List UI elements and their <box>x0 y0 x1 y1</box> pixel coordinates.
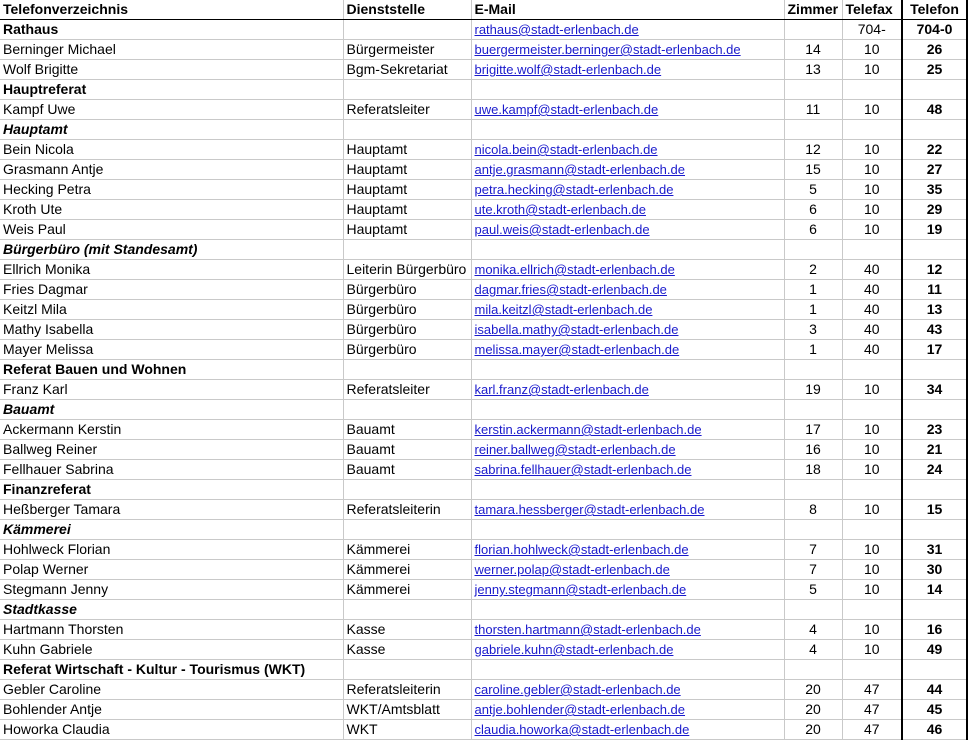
email-link[interactable]: thorsten.hartmann@stadt-erlenbach.de <box>474 622 701 637</box>
person-name-cell[interactable]: Polap Werner <box>0 560 343 580</box>
section-row <box>0 240 967 260</box>
table-row <box>0 180 967 200</box>
phone-cell[interactable]: 15 <box>902 500 967 520</box>
department-cell[interactable]: Referatsleiterin <box>343 680 471 700</box>
phone-cell[interactable]: 22 <box>902 140 967 160</box>
phone-cell[interactable]: 17 <box>902 340 967 360</box>
email-cell[interactable] <box>471 420 784 440</box>
fax-cell[interactable]: 40 <box>842 340 902 360</box>
email-link[interactable]: antje.bohlender@stadt-erlenbach.de <box>474 702 686 717</box>
section-title[interactable]: Finanzreferat <box>0 480 343 500</box>
person-name-cell[interactable]: Kroth Ute <box>0 200 343 220</box>
room-cell[interactable]: 1 <box>784 300 842 320</box>
email-link[interactable]: tamara.hessberger@stadt-erlenbach.de <box>474 502 705 517</box>
table-row <box>0 620 967 640</box>
fax-cell[interactable]: 10 <box>842 40 902 60</box>
person-name-cell[interactable]: Howorka Claudia <box>0 720 343 740</box>
table-row <box>0 260 967 280</box>
email-cell[interactable] <box>471 100 784 120</box>
phone-cell[interactable]: 11 <box>902 280 967 300</box>
phone-cell[interactable]: 14 <box>902 580 967 600</box>
fax-cell[interactable]: 10 <box>842 180 902 200</box>
phone-cell[interactable]: 34 <box>902 380 967 400</box>
phone-cell[interactable]: 24 <box>902 460 967 480</box>
fax-cell[interactable]: 47 <box>842 680 902 700</box>
fax-cell[interactable] <box>842 240 902 260</box>
email-cell[interactable] <box>471 720 784 740</box>
department-cell[interactable]: Kasse <box>343 640 471 660</box>
section-title[interactable]: Referat Bauen und Wohnen <box>0 360 343 380</box>
person-name-cell[interactable]: Mayer Melissa <box>0 340 343 360</box>
phone-cell[interactable]: 31 <box>902 540 967 560</box>
table-row <box>0 100 967 120</box>
section-title[interactable]: Referat Wirtschaft - Kultur - Tourismus (WKT) <box>0 660 343 680</box>
room-cell[interactable] <box>784 400 842 420</box>
fax-cell[interactable]: 10 <box>842 140 902 160</box>
table-row <box>0 200 967 220</box>
room-cell[interactable]: 5 <box>784 180 842 200</box>
phone-cell[interactable]: 25 <box>902 60 967 80</box>
email-cell[interactable] <box>471 80 784 100</box>
email-link[interactable]: jenny.stegmann@stadt-erlenbach.de <box>474 582 687 597</box>
person-name-cell[interactable]: Keitzl Mila <box>0 300 343 320</box>
person-name-cell[interactable]: Kampf Uwe <box>0 100 343 120</box>
fax-cell[interactable]: 40 <box>842 300 902 320</box>
room-cell[interactable] <box>784 120 842 140</box>
table-row <box>0 280 967 300</box>
room-cell[interactable] <box>784 240 842 260</box>
section-title[interactable]: Hauptreferat <box>0 80 343 100</box>
phone-cell[interactable]: 26 <box>902 40 967 60</box>
person-name-cell[interactable]: Fries Dagmar <box>0 280 343 300</box>
person-name-cell[interactable]: Grasmann Antje <box>0 160 343 180</box>
room-cell[interactable]: 12 <box>784 140 842 160</box>
phone-cell[interactable]: 45 <box>902 700 967 720</box>
email-link[interactable]: karl.franz@stadt-erlenbach.de <box>474 382 649 397</box>
room-cell[interactable]: 4 <box>784 620 842 640</box>
email-link[interactable]: sabrina.fellhauer@stadt-erlenbach.de <box>474 462 692 477</box>
email-cell[interactable] <box>471 640 784 660</box>
person-name-cell[interactable]: Hecking Petra <box>0 180 343 200</box>
table-row <box>0 580 967 600</box>
room-cell[interactable] <box>784 520 842 540</box>
email-link[interactable]: dagmar.fries@stadt-erlenbach.de <box>474 282 667 297</box>
person-name-cell[interactable]: Hohlweck Florian <box>0 540 343 560</box>
table-row <box>0 560 967 580</box>
room-cell[interactable] <box>784 80 842 100</box>
person-name-cell[interactable]: Kuhn Gabriele <box>0 640 343 660</box>
section-title[interactable]: Hauptamt <box>0 120 343 140</box>
email-link[interactable]: nicola.bein@stadt-erlenbach.de <box>474 142 658 157</box>
email-link[interactable]: mila.keitzl@stadt-erlenbach.de <box>474 302 653 317</box>
table-row <box>0 720 967 740</box>
department-cell[interactable]: Hauptamt <box>343 140 471 160</box>
email-link[interactable]: claudia.howorka@stadt-erlenbach.de <box>474 722 690 737</box>
email-link[interactable]: florian.hohlweck@stadt-erlenbach.de <box>474 542 689 557</box>
fax-cell[interactable]: 10 <box>842 420 902 440</box>
email-cell[interactable] <box>471 660 784 680</box>
phone-cell[interactable]: 48 <box>902 100 967 120</box>
department-cell[interactable] <box>343 120 471 140</box>
email-cell[interactable] <box>471 180 784 200</box>
phone-cell[interactable]: 43 <box>902 320 967 340</box>
department-cell[interactable]: Referatsleiterin <box>343 500 471 520</box>
email-link[interactable]: monika.ellrich@stadt-erlenbach.de <box>474 262 675 277</box>
phone-cell[interactable]: 44 <box>902 680 967 700</box>
department-cell[interactable]: Hauptamt <box>343 160 471 180</box>
section-row <box>0 120 967 140</box>
room-cell[interactable]: 6 <box>784 200 842 220</box>
room-cell[interactable]: 20 <box>784 720 842 740</box>
table-row <box>0 640 967 660</box>
email-cell[interactable] <box>471 360 784 380</box>
fax-cell[interactable]: 10 <box>842 160 902 180</box>
section-row <box>0 660 967 680</box>
section-row <box>0 520 967 540</box>
table-row <box>0 340 967 360</box>
department-cell[interactable]: WKT/Amtsblatt <box>343 700 471 720</box>
department-cell[interactable]: Bauamt <box>343 420 471 440</box>
department-cell[interactable] <box>343 80 471 100</box>
section-title[interactable]: Kämmerei <box>0 520 343 540</box>
department-cell[interactable]: Hauptamt <box>343 220 471 240</box>
department-cell[interactable]: Kämmerei <box>343 560 471 580</box>
fax-cell[interactable]: 10 <box>842 380 902 400</box>
department-cell[interactable] <box>343 520 471 540</box>
email-link[interactable]: antje.grasmann@stadt-erlenbach.de <box>474 162 685 177</box>
section-row <box>0 80 967 100</box>
room-cell[interactable]: 2 <box>784 260 842 280</box>
email-link[interactable]: werner.polap@stadt-erlenbach.de <box>474 562 670 577</box>
email-cell[interactable] <box>471 460 784 480</box>
table-row <box>0 60 967 80</box>
fax-cell[interactable] <box>842 120 902 140</box>
phone-cell[interactable]: 16 <box>902 620 967 640</box>
fax-cell[interactable]: 47 <box>842 700 902 720</box>
phone-cell[interactable]: 49 <box>902 640 967 660</box>
table-row <box>0 460 967 480</box>
department-cell[interactable]: Leiterin Bürgerbüro <box>343 260 471 280</box>
fax-cell[interactable]: 10 <box>842 440 902 460</box>
room-cell[interactable]: 3 <box>784 320 842 340</box>
header-row <box>0 0 967 20</box>
department-cell[interactable] <box>343 20 471 40</box>
fax-cell[interactable]: 10 <box>842 560 902 580</box>
header-phone[interactable]: Telefon <box>902 0 967 20</box>
email-cell[interactable] <box>471 680 784 700</box>
phone-cell[interactable]: 46 <box>902 720 967 740</box>
table-row <box>0 380 967 400</box>
fax-cell[interactable] <box>842 400 902 420</box>
email-link[interactable]: petra.hecking@stadt-erlenbach.de <box>474 182 674 197</box>
section-title[interactable]: Stadtkasse <box>0 600 343 620</box>
directory-body <box>0 20 967 740</box>
email-cell[interactable] <box>471 440 784 460</box>
fax-cell[interactable]: 10 <box>842 640 902 660</box>
person-name-cell[interactable]: Stegmann Jenny <box>0 580 343 600</box>
person-name-cell[interactable]: Gebler Caroline <box>0 680 343 700</box>
department-cell[interactable]: Hauptamt <box>343 200 471 220</box>
department-cell[interactable]: Referatsleiter <box>343 100 471 120</box>
department-cell[interactable]: Bürgermeister <box>343 40 471 60</box>
department-cell[interactable]: Kämmerei <box>343 540 471 560</box>
room-cell[interactable] <box>784 600 842 620</box>
room-cell[interactable]: 6 <box>784 220 842 240</box>
fax-cell[interactable]: 40 <box>842 260 902 280</box>
phone-cell[interactable]: 30 <box>902 560 967 580</box>
email-link[interactable]: gabriele.kuhn@stadt-erlenbach.de <box>474 642 674 657</box>
email-cell[interactable] <box>471 240 784 260</box>
room-cell[interactable]: 16 <box>784 440 842 460</box>
email-link[interactable]: caroline.gebler@stadt-erlenbach.de <box>474 682 681 697</box>
header-department[interactable]: Dienststelle <box>343 0 471 20</box>
department-cell[interactable] <box>343 240 471 260</box>
email-cell[interactable] <box>471 480 784 500</box>
department-cell[interactable]: Kasse <box>343 620 471 640</box>
person-name-cell[interactable]: Fellhauer Sabrina <box>0 460 343 480</box>
department-cell[interactable]: Bürgerbüro <box>343 280 471 300</box>
fax-cell[interactable]: 10 <box>842 500 902 520</box>
phone-cell[interactable] <box>902 660 967 680</box>
person-name-cell[interactable]: Hartmann Thorsten <box>0 620 343 640</box>
phone-cell[interactable]: 35 <box>902 180 967 200</box>
email-cell[interactable] <box>471 400 784 420</box>
room-cell[interactable]: 13 <box>784 60 842 80</box>
email-cell[interactable] <box>471 300 784 320</box>
section-row <box>0 400 967 420</box>
room-cell[interactable] <box>784 20 842 40</box>
phone-cell[interactable]: 704-0 <box>902 20 967 40</box>
person-name-cell[interactable]: Mathy Isabella <box>0 320 343 340</box>
department-cell[interactable]: Bauamt <box>343 460 471 480</box>
person-name-cell[interactable]: Weis Paul <box>0 220 343 240</box>
person-name-cell[interactable]: Ackermann Kerstin <box>0 420 343 440</box>
person-name-cell[interactable]: Bein Nicola <box>0 140 343 160</box>
fax-cell[interactable]: 47 <box>842 720 902 740</box>
fax-cell[interactable] <box>842 80 902 100</box>
department-cell[interactable]: Hauptamt <box>343 180 471 200</box>
email-link[interactable]: kerstin.ackermann@stadt-erlenbach.de <box>474 422 702 437</box>
phone-cell[interactable] <box>902 520 967 540</box>
section-row <box>0 20 967 40</box>
department-cell[interactable]: Bürgerbüro <box>343 300 471 320</box>
room-cell[interactable]: 11 <box>784 100 842 120</box>
section-row <box>0 600 967 620</box>
fax-cell[interactable]: 10 <box>842 580 902 600</box>
department-cell[interactable] <box>343 660 471 680</box>
fax-cell[interactable] <box>842 480 902 500</box>
table-row <box>0 500 967 520</box>
email-link[interactable]: melissa.mayer@stadt-erlenbach.de <box>474 342 680 357</box>
room-cell[interactable]: 7 <box>784 540 842 560</box>
phone-cell[interactable] <box>902 600 967 620</box>
header-email[interactable]: E-Mail <box>471 0 784 20</box>
room-cell[interactable] <box>784 480 842 500</box>
department-cell[interactable]: Bürgerbüro <box>343 320 471 340</box>
phone-cell[interactable] <box>902 240 967 260</box>
email-cell[interactable] <box>471 580 784 600</box>
fax-cell[interactable] <box>842 360 902 380</box>
person-name-cell[interactable]: Bohlender Antje <box>0 700 343 720</box>
table-row <box>0 320 967 340</box>
fax-cell[interactable]: 10 <box>842 200 902 220</box>
phone-cell[interactable]: 21 <box>902 440 967 460</box>
phone-cell[interactable] <box>902 400 967 420</box>
table-row <box>0 140 967 160</box>
fax-cell[interactable]: 10 <box>842 220 902 240</box>
fax-cell[interactable]: 704- <box>842 20 902 40</box>
table-row <box>0 540 967 560</box>
department-cell[interactable]: Bürgerbüro <box>343 340 471 360</box>
section-title[interactable]: Bürgerbüro (mit Standesamt) <box>0 240 343 260</box>
room-cell[interactable]: 18 <box>784 460 842 480</box>
email-cell[interactable] <box>471 540 784 560</box>
section-title[interactable]: Rathaus <box>0 20 343 40</box>
email-link[interactable]: isabella.mathy@stadt-erlenbach.de <box>474 322 679 337</box>
person-name-cell[interactable]: Franz Karl <box>0 380 343 400</box>
table-row <box>0 300 967 320</box>
department-cell[interactable]: Referatsleiter <box>343 380 471 400</box>
phone-cell[interactable]: 27 <box>902 160 967 180</box>
header-room[interactable]: Zimmer <box>784 0 842 20</box>
email-cell[interactable] <box>471 200 784 220</box>
department-cell[interactable] <box>343 400 471 420</box>
room-cell[interactable]: 1 <box>784 340 842 360</box>
email-cell[interactable] <box>471 120 784 140</box>
fax-cell[interactable] <box>842 520 902 540</box>
phone-cell[interactable] <box>902 80 967 100</box>
table-row <box>0 220 967 240</box>
fax-cell[interactable]: 10 <box>842 540 902 560</box>
phone-cell[interactable]: 19 <box>902 220 967 240</box>
table-row <box>0 440 967 460</box>
person-name-cell[interactable]: Ballweg Reiner <box>0 440 343 460</box>
department-cell[interactable]: WKT <box>343 720 471 740</box>
department-cell[interactable] <box>343 600 471 620</box>
email-cell[interactable] <box>471 260 784 280</box>
department-cell[interactable]: Bauamt <box>343 440 471 460</box>
person-name-cell[interactable]: Wolf Brigitte <box>0 60 343 80</box>
email-cell[interactable] <box>471 280 784 300</box>
department-cell[interactable] <box>343 360 471 380</box>
section-row <box>0 480 967 500</box>
room-cell[interactable]: 20 <box>784 700 842 720</box>
email-cell[interactable] <box>471 380 784 400</box>
room-cell[interactable]: 1 <box>784 280 842 300</box>
email-link[interactable]: paul.weis@stadt-erlenbach.de <box>474 222 650 237</box>
section-title[interactable]: Bauamt <box>0 400 343 420</box>
fax-cell[interactable]: 10 <box>842 100 902 120</box>
email-cell[interactable] <box>471 220 784 240</box>
table-row <box>0 420 967 440</box>
phone-cell[interactable]: 12 <box>902 260 967 280</box>
phone-cell[interactable]: 13 <box>902 300 967 320</box>
phone-cell[interactable] <box>902 360 967 380</box>
email-link[interactable]: rathaus@stadt-erlenbach.de <box>474 22 639 37</box>
email-cell[interactable] <box>471 20 784 40</box>
person-name-cell[interactable]: Heßberger Tamara <box>0 500 343 520</box>
email-cell[interactable] <box>471 600 784 620</box>
fax-cell[interactable]: 10 <box>842 60 902 80</box>
table-row <box>0 40 967 60</box>
fax-cell[interactable]: 10 <box>842 460 902 480</box>
room-cell[interactable]: 17 <box>784 420 842 440</box>
phone-cell[interactable] <box>902 480 967 500</box>
department-cell[interactable]: Kämmerei <box>343 580 471 600</box>
phone-cell[interactable]: 23 <box>902 420 967 440</box>
fax-cell[interactable]: 10 <box>842 620 902 640</box>
table-row <box>0 700 967 720</box>
email-link[interactable]: brigitte.wolf@stadt-erlenbach.de <box>474 62 662 77</box>
room-cell[interactable]: 4 <box>784 640 842 660</box>
email-link[interactable]: uwe.kampf@stadt-erlenbach.de <box>474 102 659 117</box>
room-cell[interactable]: 15 <box>784 160 842 180</box>
room-cell[interactable]: 7 <box>784 560 842 580</box>
header-fax[interactable]: Telefax <box>842 0 902 20</box>
email-link[interactable]: ute.kroth@stadt-erlenbach.de <box>474 202 646 217</box>
room-cell[interactable]: 5 <box>784 580 842 600</box>
department-cell[interactable] <box>343 480 471 500</box>
section-row <box>0 360 967 380</box>
department-cell[interactable]: Bgm-Sekretariat <box>343 60 471 80</box>
room-cell[interactable]: 8 <box>784 500 842 520</box>
header-directory[interactable]: Telefonverzeichnis <box>0 0 343 20</box>
email-cell[interactable] <box>471 140 784 160</box>
fax-cell[interactable] <box>842 600 902 620</box>
email-link[interactable]: reiner.ballweg@stadt-erlenbach.de <box>474 442 676 457</box>
fax-cell[interactable] <box>842 660 902 680</box>
email-cell[interactable] <box>471 620 784 640</box>
email-cell[interactable] <box>471 60 784 80</box>
phone-cell[interactable]: 29 <box>902 200 967 220</box>
person-name-cell[interactable]: Ellrich Monika <box>0 260 343 280</box>
room-cell[interactable] <box>784 360 842 380</box>
email-link[interactable]: buergermeister.berninger@stadt-erlenbach.de <box>474 42 741 57</box>
email-cell[interactable] <box>471 560 784 580</box>
table-row <box>0 680 967 700</box>
person-name-cell[interactable]: Berninger Michael <box>0 40 343 60</box>
email-cell[interactable] <box>471 700 784 720</box>
table-row <box>0 160 967 180</box>
room-cell[interactable]: 19 <box>784 380 842 400</box>
email-cell[interactable] <box>471 320 784 340</box>
room-cell[interactable] <box>784 660 842 680</box>
email-cell[interactable] <box>471 520 784 540</box>
email-cell[interactable] <box>471 340 784 360</box>
room-cell[interactable]: 14 <box>784 40 842 60</box>
email-cell[interactable] <box>471 40 784 60</box>
phone-cell[interactable] <box>902 120 967 140</box>
fax-cell[interactable]: 40 <box>842 320 902 340</box>
room-cell[interactable]: 20 <box>784 680 842 700</box>
email-cell[interactable] <box>471 160 784 180</box>
fax-cell[interactable]: 40 <box>842 280 902 300</box>
email-cell[interactable] <box>471 500 784 520</box>
